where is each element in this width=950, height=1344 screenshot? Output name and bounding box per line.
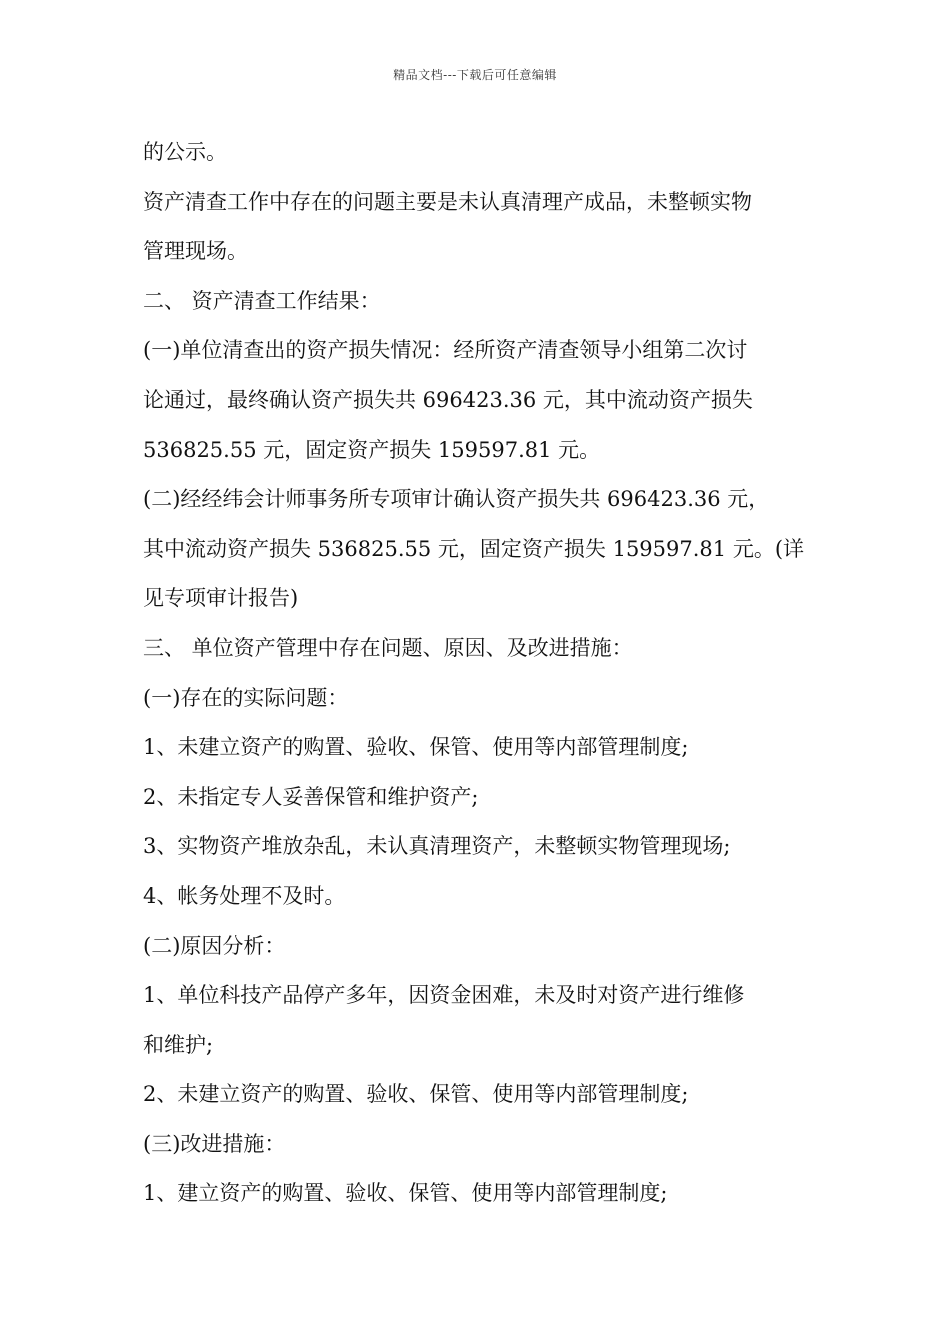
text-line: 资产清查工作中存在的问题主要是未认真清理产成品，未整顿实物 — [143, 189, 752, 214]
list-item: 2、未建立资产的购置、验收、保管、使用等内部管理制度; — [143, 1082, 689, 1107]
list-item: 1、单位科技产品停产多年，因资金困难，未及时对资产进行维修 — [143, 983, 745, 1008]
list-item: 3、实物资产堆放杂乱，未认真清理资产，未整顿实物管理现场; — [143, 834, 731, 859]
text-line: 和维护; — [143, 1032, 214, 1057]
subsection-heading: (一)存在的实际问题： — [143, 685, 349, 710]
subsection-heading: (三)改进措施： — [143, 1131, 286, 1156]
list-item: 2、未指定专人妥善保管和维护资产; — [143, 784, 479, 809]
list-item: 1、未建立资产的购置、验收、保管、使用等内部管理制度; — [143, 735, 689, 760]
section-heading: 二、 资产清查工作结果： — [143, 288, 381, 313]
subsection-heading: (二)原因分析： — [143, 933, 286, 958]
text-line: 管理现场。 — [143, 239, 248, 264]
text-line: 其中流动资产损失 536825.55 元，固定资产损失 159597.81 元。(详 — [143, 536, 805, 561]
text-line: (二)经经纬会计师事务所专项审计确认资产损失共 696423.36 元， — [143, 487, 770, 512]
document-body — [143, 128, 815, 1219]
text-line: 的公示。 — [143, 140, 227, 164]
list-item: 1、建立资产的购置、验收、保管、使用等内部管理制度; — [143, 1181, 668, 1206]
text-line: 见专项审计报告) — [143, 586, 299, 611]
list-item: 4、帐务处理不及时。 — [143, 883, 346, 908]
text-line: 论通过，最终确认资产损失共 696423.36 元，其中流动资产损失 — [143, 387, 753, 412]
section-heading: 三、 单位资产管理中存在问题、原因、及改进措施： — [143, 635, 633, 660]
text-line: 536825.55 元，固定资产损失 159597.81 元。 — [143, 437, 601, 462]
page-header: 精品文档---下载后可任意编辑 — [393, 68, 557, 82]
text-line: (一)单位清查出的资产损失情况：经所资产清查领导小组第二次讨 — [143, 338, 748, 363]
